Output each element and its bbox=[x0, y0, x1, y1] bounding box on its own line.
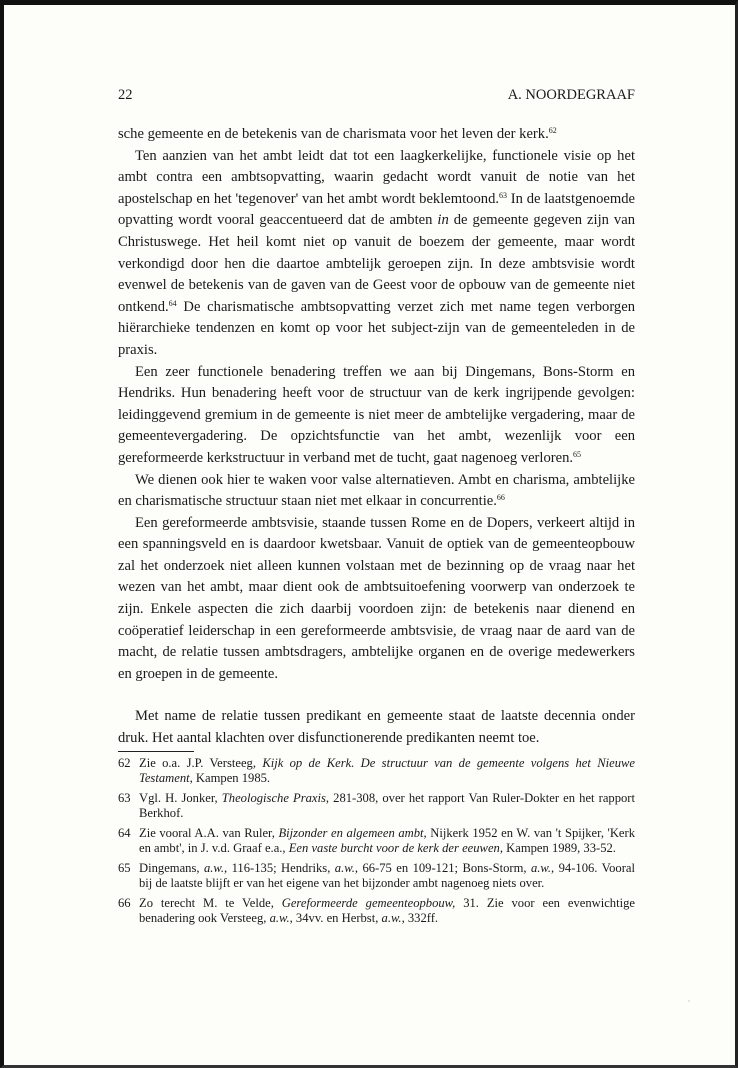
paragraph-2-text-a: Ten aanzien van het ambt leidt dat tot een laagkerkelijke, functionele visie op het ambt contra een ambtsopvatting, waarin gedacht wordt vanuit de notie van het apostelschap en het 'tegenover' van het ambt wordt beklemtoond. bbox=[118, 147, 635, 207]
footnote-63 bbox=[118, 791, 635, 821]
paragraph-4-text: We dienen ook hier te waken voor valse alternatieven. Ambt en charisma, ambtelijke en charismatische structuur staan niet met elkaar in concurrentie. bbox=[118, 471, 635, 510]
footnote-64 bbox=[118, 826, 635, 856]
footnote-number: 63 bbox=[118, 790, 131, 805]
footnote-ref-63[interactable]: 63 bbox=[499, 190, 508, 200]
footnote-ref-66[interactable]: 66 bbox=[496, 493, 505, 503]
emphasis-in: in bbox=[437, 212, 449, 229]
footnotes bbox=[118, 756, 635, 926]
footnote-italic-run: a.w., bbox=[381, 910, 405, 925]
footnote-text-run: 66-75 en 109-121; Bons-Storm, bbox=[358, 860, 531, 875]
running-head-author: A. NOORDEGRAAF bbox=[507, 87, 635, 103]
page-number: 22 bbox=[118, 87, 133, 103]
footnote-italic-run: a.w., bbox=[530, 860, 555, 875]
paragraph-2-text-d: De charismatische ambtsopvatting verzet zich met name tegen verborgen hiërarchieke tendenzen en komt op voor het subject-zijn van de gemeenteleden in de praxis. bbox=[118, 298, 635, 358]
paragraph-2 bbox=[118, 146, 635, 362]
paragraph-1 bbox=[118, 124, 635, 146]
footnote-italic-run: a.w., bbox=[334, 860, 359, 875]
footnote-text-run: Zie o.a. J.P. Versteeg, bbox=[139, 755, 263, 770]
footnote-italic-run: Bijzonder en algemeen ambt, bbox=[278, 825, 427, 840]
footnote-text-run: Kampen 1989, 33-52. bbox=[502, 840, 616, 855]
footnote-text bbox=[139, 756, 635, 786]
footnote-text-run: Nijkerk 1952 en W. van 't Spijker, 'Kerk en ambt', in J. v.d. Graaf e.a., bbox=[139, 825, 635, 855]
paragraph-3-text: Een zeer functionele benadering treffen we aan bij Dingemans, Bons-Storm en Hendriks. Hun benadering heeft voor de structuur van de kerk ingrijpende gevolgen: leidinggevend gremium in de gemeente is niet meer de ambtelijke vergadering, maar de gemeentevergadering. De opzichtsfunctie van het ambt, wezenlijk voor een gereformeerde kerkstructuur in verband met de tucht, gaat nagenoeg verloren. bbox=[118, 363, 635, 466]
footnote-italic-run: Gereformeerde gemeenteopbouw, bbox=[281, 895, 456, 910]
paragraph-6: Met name de relatie tussen predikant en gemeente staat de laatste decennia onder druk. Het aantal klachten over disfunctionerende predikanten neemt toe. bbox=[118, 708, 635, 747]
footnote-italic-run: Theologische Praxis, bbox=[221, 790, 330, 805]
footnote-number: 66 bbox=[118, 895, 131, 910]
footnote-text-run: Kampen 1985. bbox=[192, 770, 271, 785]
footnote-text-run: 332ff. bbox=[404, 910, 439, 925]
footnote-number: 64 bbox=[118, 825, 131, 840]
footnote-65 bbox=[118, 861, 635, 891]
footnote-ref-64[interactable]: 64 bbox=[168, 298, 177, 308]
footnote-text-run: Zo terecht M. te Velde, bbox=[139, 895, 282, 910]
footnote-separator bbox=[118, 751, 194, 752]
scan-speck bbox=[688, 1000, 690, 1002]
footnote-text-run: 31. Zie voor een evenwichtige benadering ook Versteeg, bbox=[139, 895, 635, 925]
document-page bbox=[118, 86, 635, 931]
footnote-ref-65[interactable]: 65 bbox=[573, 449, 582, 459]
paragraph-2-text-c: de gemeente gegeven zijn van Christuswege. Het heil komt niet op vanuit de boezem der gemeente, maar wordt verkondigd door hen die daartoe ambtelijk geroepen zijn. In deze ambtsvisie wordt evenwel de betekenis van de gaven van de Geest voor de opbouw van de gemeente niet ontkend. bbox=[118, 212, 635, 315]
footnote-ref-62[interactable]: 62 bbox=[548, 126, 557, 135]
footnote-62 bbox=[118, 756, 635, 786]
body-text bbox=[118, 124, 635, 750]
paragraph-3 bbox=[118, 362, 635, 470]
footnote-italic-run: Kijk op de Kerk. De structuur van de gemeente volgens het Nieuwe Testament, bbox=[139, 755, 635, 785]
footnote-italic-run: a.w., bbox=[203, 860, 228, 875]
paragraph-4 bbox=[118, 470, 635, 513]
footnote-text-run: Vgl. H. Jonker, bbox=[139, 790, 222, 805]
footnote-text bbox=[139, 791, 635, 821]
footnote-italic-run: Een vaste burcht voor de kerk der eeuwen, bbox=[288, 840, 503, 855]
paragraph-1-text: sche gemeente en de betekenis van de charismata voor het leven der kerk. bbox=[118, 126, 549, 142]
paragraph-5: Een gereformeerde ambtsvisie, staande tussen Rome en de Dopers, verkeert altijd in een spanningsveld en is daardoor kwetsbaar. Vanuit de optiek van de gemeenteopbouw zal het onderzoek niet alleen kunnen volstaan met de bezinning op de vraag naar het wezen van het ambt, maar dient ook de ambtsuitoefening voorwerp van onderzoek te zijn. Enkele aspecten die zich daarbij voordoen zijn: de betekenis naar dienend en coöperatief leiderschap in een gereformeerde ambtsvisie, de vraag naar de aard van de macht, de relatie tussen ambtsdragers, ambtelijke organen en de overige medewerkers en groepen in de gemeente. bbox=[118, 514, 635, 682]
footnote-number: 65 bbox=[118, 860, 131, 875]
footnote-text-run: 34vv. en Herbst, bbox=[292, 910, 382, 925]
footnote-66 bbox=[118, 896, 635, 926]
footnote-text-run: 281-308, over het rapport Van Ruler-Dokter en het rapport Berkhof. bbox=[139, 790, 635, 820]
footnote-text bbox=[139, 896, 635, 926]
footnote-italic-run: a.w., bbox=[269, 910, 293, 925]
paragraph-2-text-b: In de laatstgenoemde opvatting wordt vooral geaccentueerd dat de ambten bbox=[118, 190, 635, 229]
footnote-text-run: 94-106. Vooral bij de laatste blijft er van het eigene van het bijzonder ambt nagenoeg niets over. bbox=[139, 860, 635, 890]
footnote-number: 62 bbox=[118, 755, 131, 770]
footnote-text bbox=[139, 826, 635, 856]
footnote-text-run: Dingemans, bbox=[139, 860, 204, 875]
footnote-text-run: Zie vooral A.A. van Ruler, bbox=[139, 825, 279, 840]
running-header bbox=[118, 86, 635, 104]
footnote-text-run: 116-135; Hendriks, bbox=[227, 860, 335, 875]
footnote-text bbox=[139, 861, 635, 891]
